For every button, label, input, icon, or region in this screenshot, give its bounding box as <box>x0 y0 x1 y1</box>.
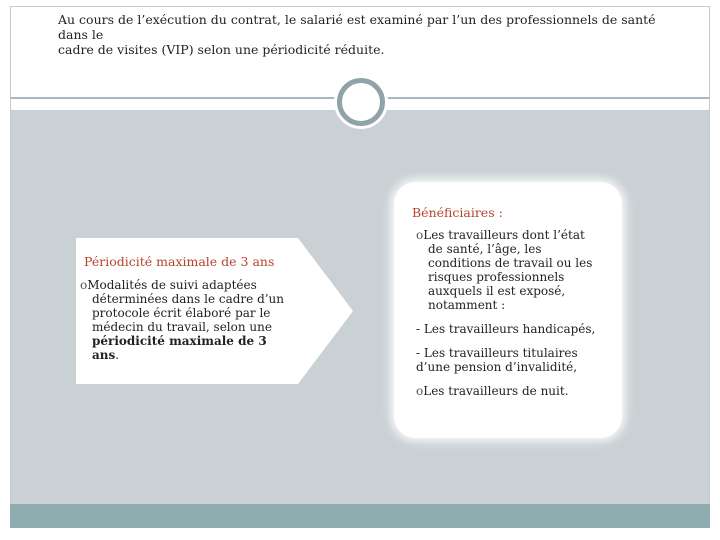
footer-bar <box>10 504 710 528</box>
bullet-end: . <box>115 348 120 362</box>
beneficiary-item-1 <box>416 228 612 312</box>
bullet-bold-1: périodicité maximale de 3 <box>92 334 267 348</box>
item3-line-1: - Les travailleurs titulaires <box>416 346 578 360</box>
item1-line-4: risques professionnels <box>428 270 565 284</box>
bullet-line-2: déterminées dans le cadre d’un <box>92 292 285 306</box>
intro-line-2: cadre de visites (VIP) selon une périodicité réduite. <box>58 42 385 57</box>
item1-line-5: auxquels il est exposé, <box>428 284 566 298</box>
item1-line-6: notamment : <box>428 298 506 312</box>
item1-line-1: Les travailleurs dont l’état <box>423 228 585 242</box>
item1-line-3: conditions de travail ou les <box>428 256 593 270</box>
item4-marker: o <box>416 384 424 398</box>
item1-line-2: de santé, l’âge, les <box>428 242 542 256</box>
beneficiaries-list <box>416 228 612 398</box>
item3-line-2: d’une pension d’invalidité, <box>416 360 578 374</box>
periodicity-title: Périodicité maximale de 3 ans <box>84 254 275 269</box>
periodicity-bullet <box>80 278 310 362</box>
item4-text: Les travailleurs de nuit. <box>423 384 569 398</box>
bullet-line-1: Modalités de suivi adaptées <box>87 278 257 292</box>
beneficiary-item-2: - Les travailleurs handicapés, <box>416 322 596 336</box>
intro-text <box>58 12 688 57</box>
intro-line-1: Au cours de l’exécution du contrat, le salarié est examiné par l’un des professionnels de santé dans le <box>58 12 656 42</box>
circle-ornament-icon <box>337 78 385 126</box>
bullet-line-4: médecin du travail, selon une <box>92 320 272 334</box>
beneficiary-item-3 <box>416 346 612 374</box>
item1-marker: o <box>416 228 424 242</box>
bullet-line-3: protocole écrit élaboré par le <box>92 306 271 320</box>
beneficiary-item-4 <box>416 384 612 398</box>
bullet-bold-2: ans <box>92 348 116 362</box>
beneficiaries-title: Bénéficiaires : <box>412 205 503 220</box>
bullet-marker: o <box>80 278 88 292</box>
